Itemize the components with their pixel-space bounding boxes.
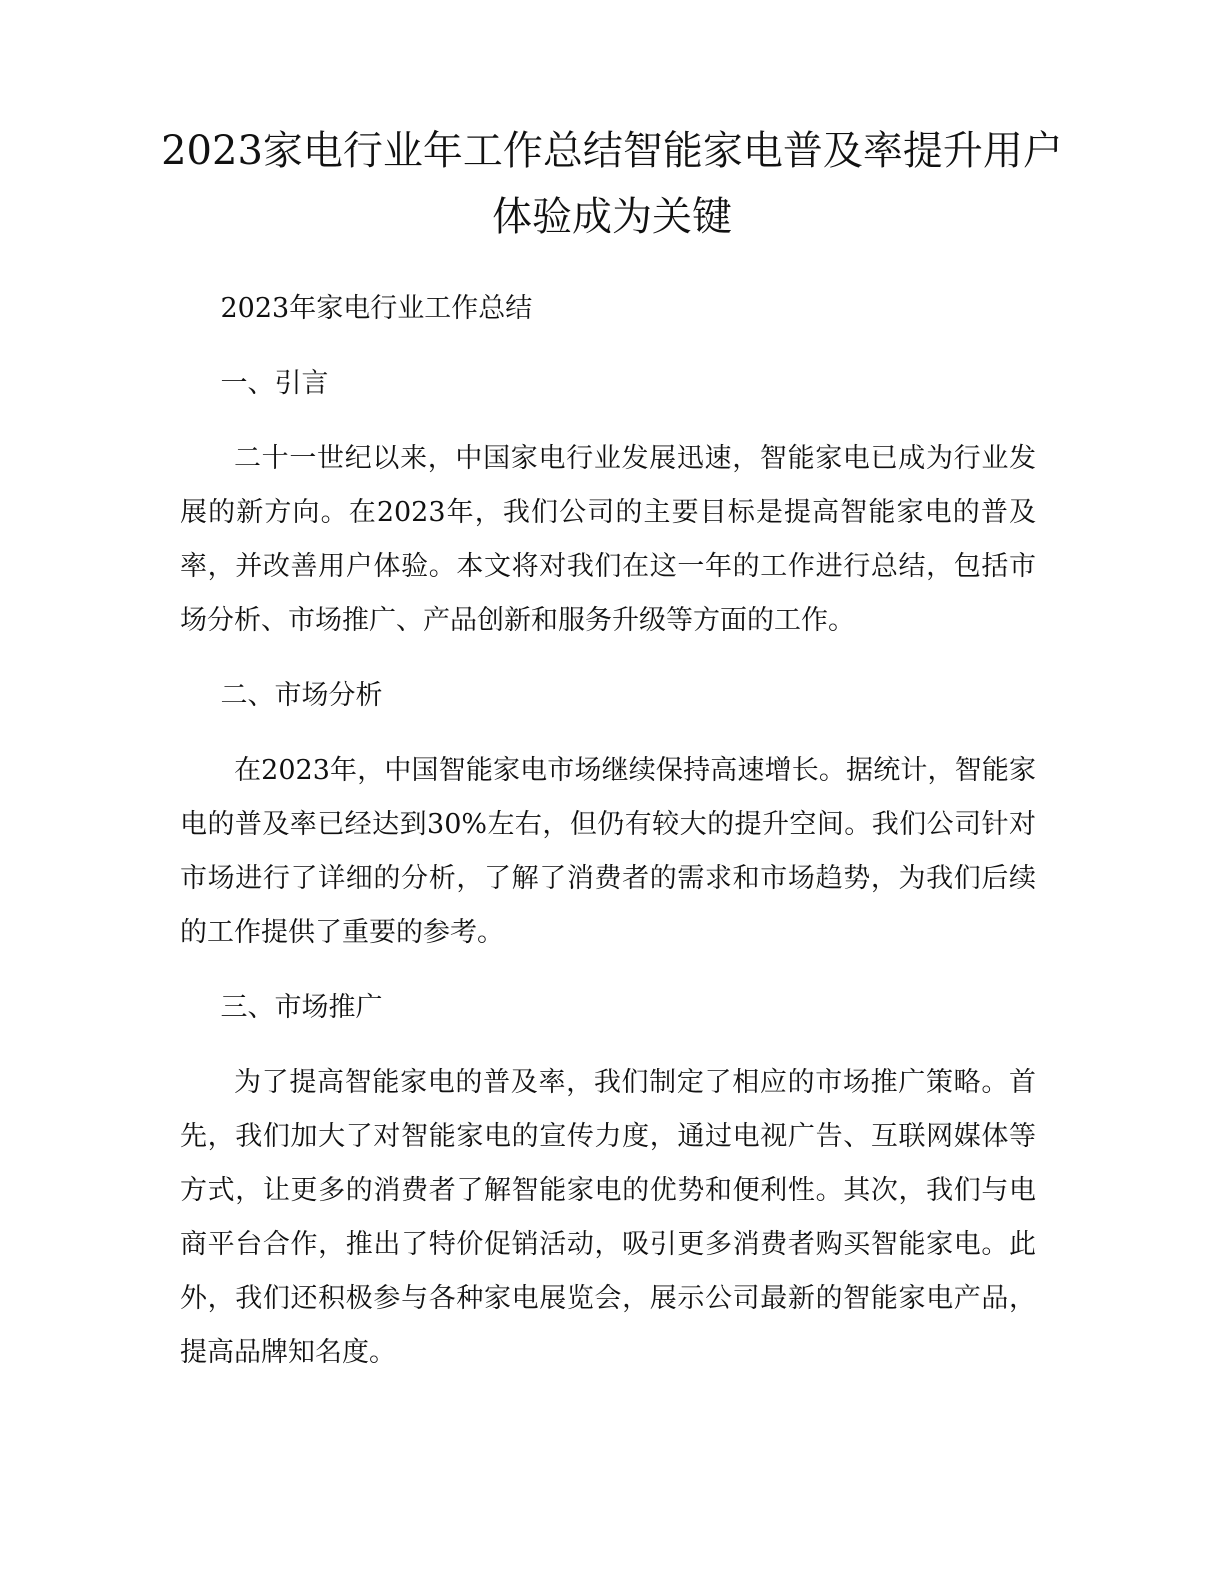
section-paragraph-market-analysis: 在2023年，中国智能家电市场继续保持高速增长。据统计，智能家电的普及率已经达到30%左右，但仍有较大的提升空间。我们公司针对市场进行了详细的分析，了解了消费者的需求和市场趋势，为我们后续的工作提供了重要的参考。 [180, 755, 1036, 948]
section-heading-market-promotion: 三、市场推广 [220, 992, 383, 1023]
section-heading-intro: 一、引言 [220, 368, 329, 399]
document-body [180, 282, 1036, 1401]
section-paragraph-market-promotion: 为了提高智能家电的普及率，我们制定了相应的市场推广策略。首先，我们加大了对智能家电的宣传力度，通过电视广告、互联网媒体等方式，让更多的消费者了解智能家电的优势和便利性。其次，我们与电商平台合作，推出了特价促销活动，吸引更多消费者购买智能家电。此外，我们还积极参与各种家电展览会，展示公司最新的智能家电产品，提高品牌知名度。 [180, 1067, 1036, 1368]
document-title: 2023家电行业年工作总结智能家电普及率提升用户体验成为关键 [161, 128, 1063, 240]
section-heading-market-analysis: 二、市场分析 [220, 680, 383, 711]
section-paragraph-intro: 二十一世纪以来，中国家电行业发展迅速，智能家电已成为行业发展的新方向。在2023年，我们公司的主要目标是提高智能家电的普及率，并改善用户体验。本文将对我们在这一年的工作进行总结，包括市场分析、市场推广、产品创新和服务升级等方面的工作。 [180, 443, 1036, 636]
document-subtitle: 2023年家电行业工作总结 [220, 293, 533, 324]
